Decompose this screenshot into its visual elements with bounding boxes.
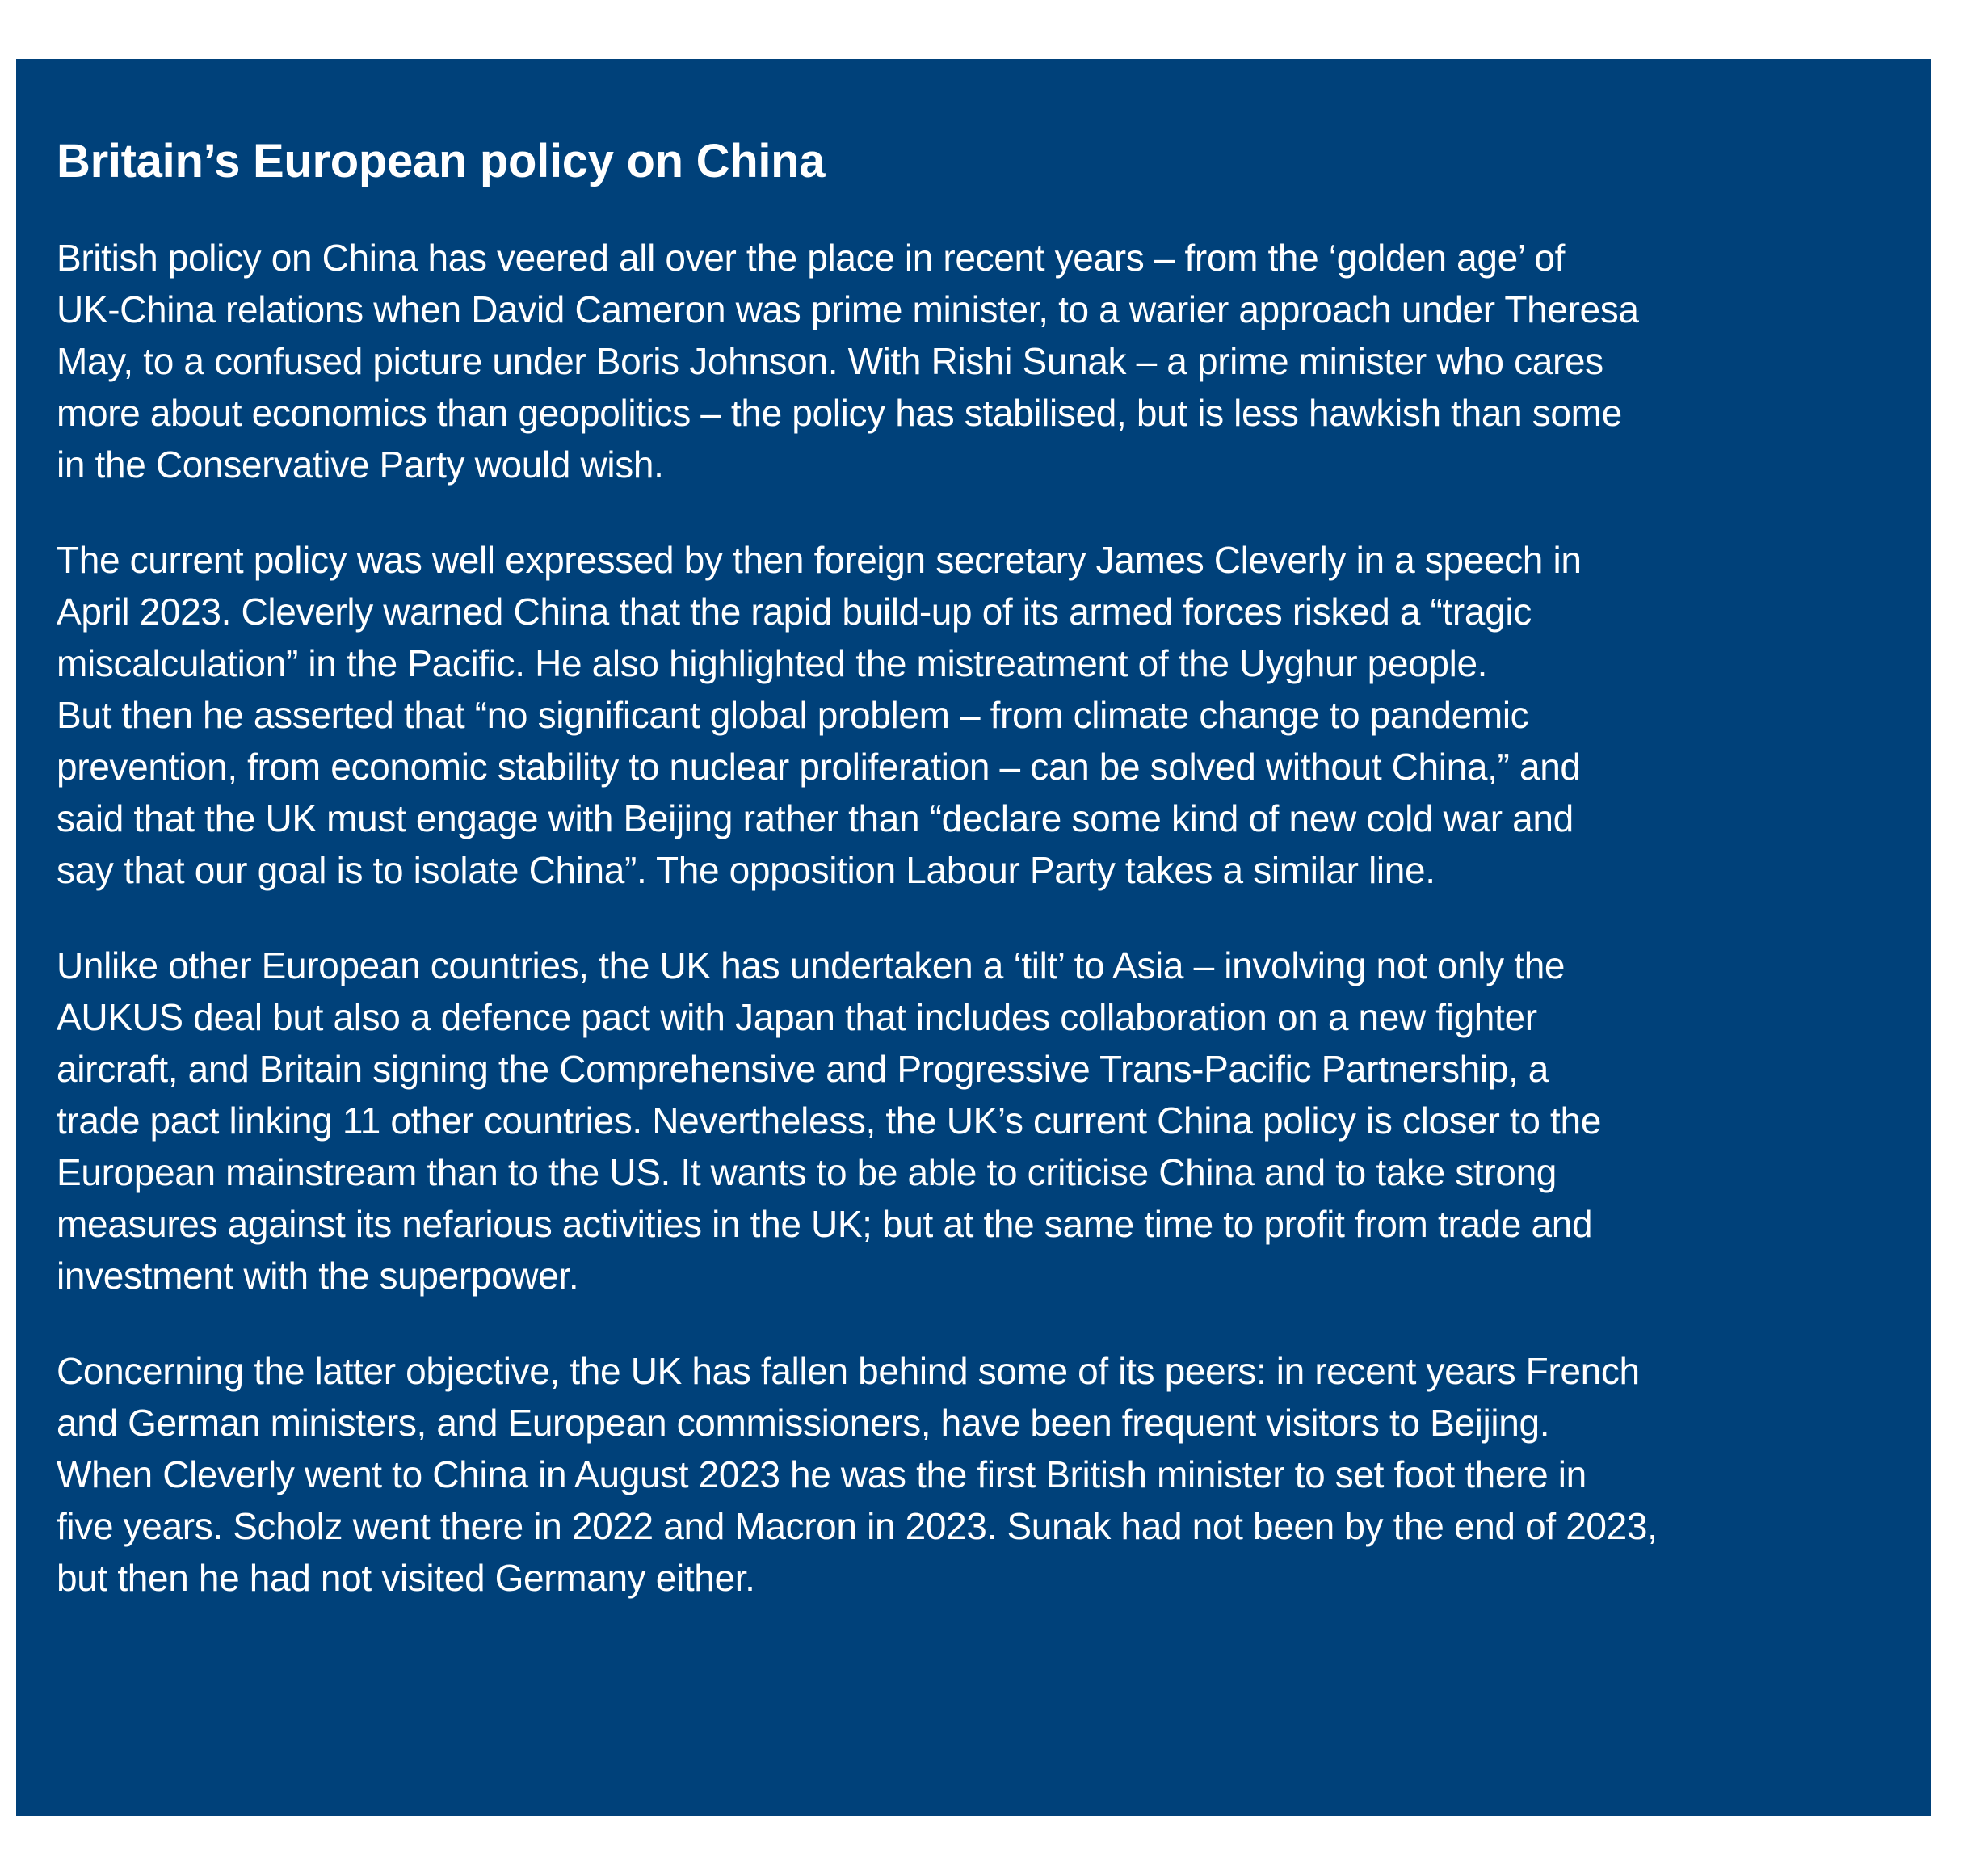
info-box (16, 59, 1931, 1816)
paragraph-tilt-to-asia: Unlike other European countries, the UK has undertaken a ‘tilt’ to Asia – involving not only the AUKUS deal but also a defence pact with Japan that includes collaboration on a new fighter aircraft, and Britain signing the Comprehensive and Progressive Trans-Pacific Partnership, a trade pact linking 11 other countries. Nevertheless, the UK’s current China policy is closer to the European mainstream than to the US. It wants to be able to criticise China and to take strong measures against its nefarious activities in the UK; but at the same time to profit from trade and investment with the superpower. (57, 944, 1601, 1297)
paragraph-golden-age: British policy on China has veered all over the place in recent years – from the ‘golden age’ of UK-China relations when David Cameron was prime minister, to a warier approach under Theresa May, to a confused picture under Boris Johnson. With Rishi Sunak – a prime minister who cares more about economics than geopolitics – the policy has stabilised, but is less hawkish than some in the Conservative Party would wish. (57, 236, 1639, 486)
box-title: Britain’s European policy on China (57, 135, 826, 187)
paragraph-cleverly-speech: The current policy was well expressed by then foreign secretary James Cleverly in a speech in April 2023. Cleverly warned China that the rapid build-up of its armed forces risked a “tragic miscalculation” in the Pacific. He also highlighted the mistreatment of the Uyghur people. But then he asserted that “no significant global problem – from climate change to pandemic prevention, from economic stability to nuclear proliferation – can be solved without China,” and said that the UK must engage with Beijing rather than “declare some kind of new cold war and say that our goal is to isolate China”. The opposition Labour Party takes a similar line. (57, 538, 1582, 891)
paragraph-ministerial-visits: Concerning the latter objective, the UK has fallen behind some of its peers: in recent years French and German ministers, and European commissioners, have been frequent visitors to Beijing. When Cleverly went to China in August 2023 he was the first British minister to set foot there in five years. Scholz went there in 2022 and Macron in 2023. Sunak had not been by the end of 2023, but then he had not visited Germany either. (57, 1349, 1658, 1599)
